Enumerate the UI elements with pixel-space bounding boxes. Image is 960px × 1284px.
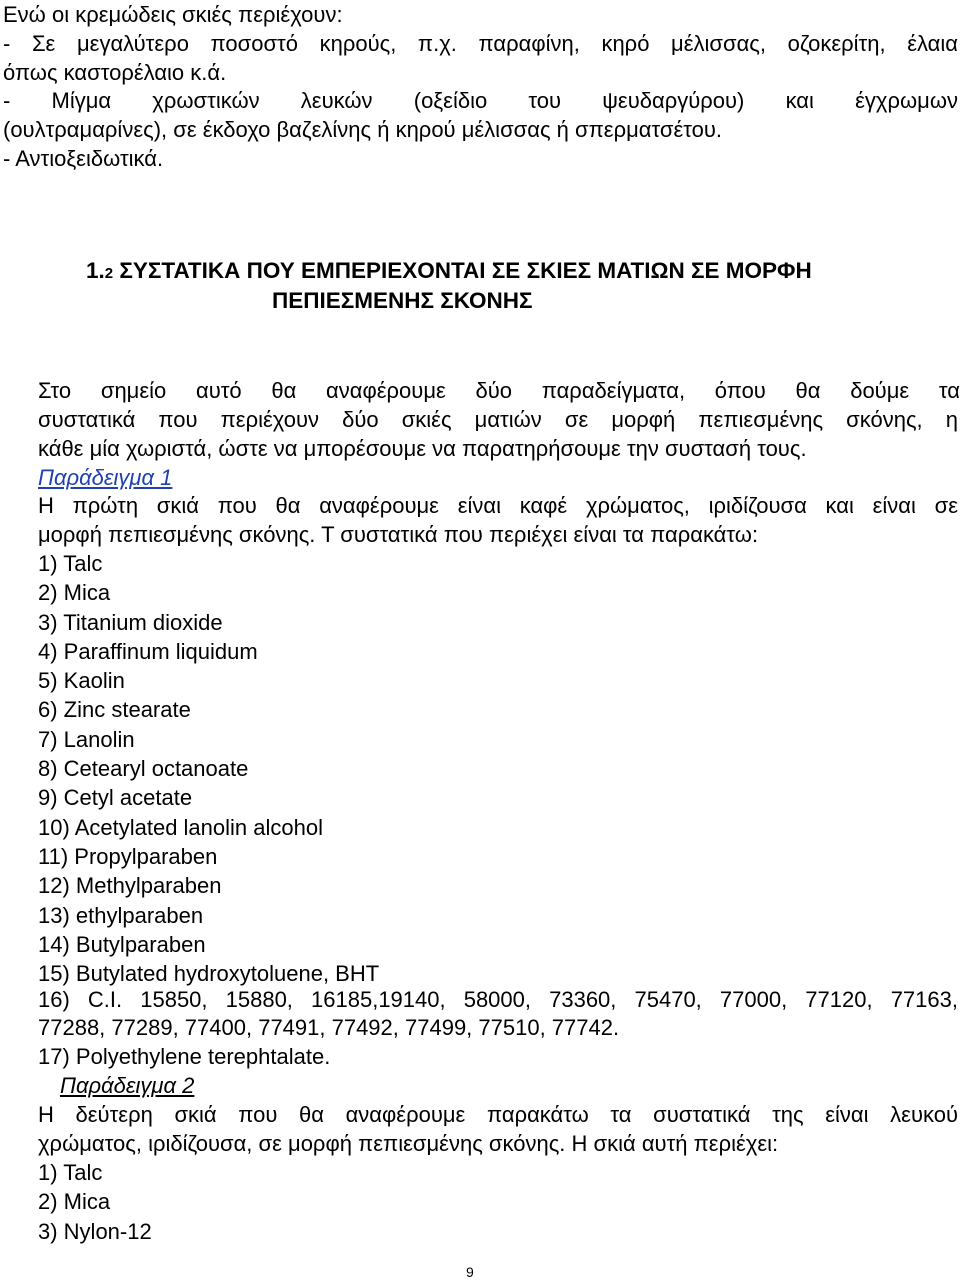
list-item: 12) Methylparaben <box>38 873 222 899</box>
list-item: 8) Cetearyl octanoate <box>38 756 249 782</box>
paragraph-line-2: συστατικά που περιέχουν δύο σκιές ματιών σε μορφή πεπιεσμένης σκόνης, η <box>38 407 958 432</box>
list-item: 5) Kaolin <box>38 668 125 694</box>
section-title-line-2: ΠΕΠΙΕΣΜΕΝΗΣ ΣΚΟΝΗΣ <box>272 288 533 313</box>
section-subnumber: 2 <box>104 265 114 282</box>
section-title-line-1: ΣΥΣΤΑΤΙΚΑ ΠΟΥ ΕΜΠΕΡΙΕΧΟΝΤΑΙ ΣΕ ΣΚΙΕΣ ΜΑΤΙΩΝ ΣΕ ΜΟΡΦΗ <box>113 258 812 283</box>
example-1-line-2: μορφή πεπιεσμένης σκόνης. Τ συστατικά που περιέχει είναι τα παρακάτω: <box>38 522 759 547</box>
intro-line-5: (ουλτραμαρίνες), σε έκδοχο βαζελίνης ή κηρού μέλισσας ή σπερματσέτου. <box>3 117 723 142</box>
intro-line-6: - Αντιοξειδωτικά. <box>3 146 164 171</box>
list-item: 14) Butylparaben <box>38 931 206 957</box>
section-heading <box>86 256 812 289</box>
list-item: 9) Cetyl acetate <box>38 785 193 811</box>
example-2-line-2: χρώματος, ιριδίζουσα, σε μορφή πεπιεσμένης σκόνης. Η σκιά αυτή περιέχει: <box>38 1131 779 1156</box>
paragraph-line-3: κάθε μία χωριστά, ώστε να μπορέσουμε να παρατηρήσουμε την συστασή τους. <box>38 436 807 461</box>
list-item: 10) Acetylated lanolin alcohol <box>38 814 323 840</box>
example-1-item-16-line-1: 16) C.I. 15850, 15880, 16185,19140, 58000, 73360, 75470, 77000, 77120, 77163, <box>38 987 958 1012</box>
list-item: 11) Propylparaben <box>38 843 218 869</box>
example-1-ingredient-list <box>38 549 379 988</box>
section-number: 1. <box>86 258 105 283</box>
page-number: 9 <box>466 1264 474 1280</box>
intro-line-2: - Σε μεγαλύτερο ποσοστό κηρούς, π.χ. παραφίνη, κηρό μέλισσας, οζοκερίτη, έλαια <box>3 31 958 56</box>
paragraph-line-1: Στο σημείο αυτό θα αναφέρουμε δύο παραδείγματα, όπου θα δούμε τα <box>38 378 960 403</box>
intro-line-1: Ενώ οι κρεμώδεις σκιές περιέχουν: <box>3 2 343 27</box>
list-item: 13) ethylparaben <box>38 902 204 928</box>
list-item: 3) Nylon-12 <box>38 1218 152 1244</box>
example-1-item-16-line-2: 77288, 77289, 77400, 77491, 77492, 77499, 77510, 77742. <box>38 1015 620 1040</box>
example-2-ingredient-list <box>38 1158 152 1246</box>
example-2-line-1: Η δεύτερη σκιά που θα αναφέρουμε παρακάτω τα συστατικά της είναι λευκού <box>38 1102 958 1127</box>
list-item: 7) Lanolin <box>38 726 135 752</box>
intro-line-3: όπως καστορέλαιο κ.ά. <box>3 60 227 85</box>
example-1-label[interactable]: Παράδειγμα 1 <box>38 465 173 490</box>
list-item: 1) Talc <box>38 551 103 576</box>
list-item: 2) Mica <box>38 1189 111 1215</box>
list-item: 2) Mica <box>38 580 111 606</box>
example-1-line-1: Η πρώτη σκιά που θα αναφέρουμε είναι καφέ χρώματος, ιριδίζουσα και είναι σε <box>38 493 958 518</box>
list-item: 3) Titanium dioxide <box>38 609 223 635</box>
list-item: 6) Zinc stearate <box>38 697 191 723</box>
list-item: 4) Paraffinum liquidum <box>38 638 258 664</box>
list-item: 15) Butylated hydroxytoluene, BHT <box>38 961 380 987</box>
example-2-label: Παράδειγμα 2 <box>60 1073 195 1098</box>
example-1-item-17: 17) Polyethylene terephtalate. <box>38 1044 331 1069</box>
list-item: 1) Talc <box>38 1160 103 1185</box>
intro-line-4: - Μίγμα χρωστικών λευκών (οξείδιο του ψευδαργύρου) και έγχρωμων <box>3 88 958 113</box>
